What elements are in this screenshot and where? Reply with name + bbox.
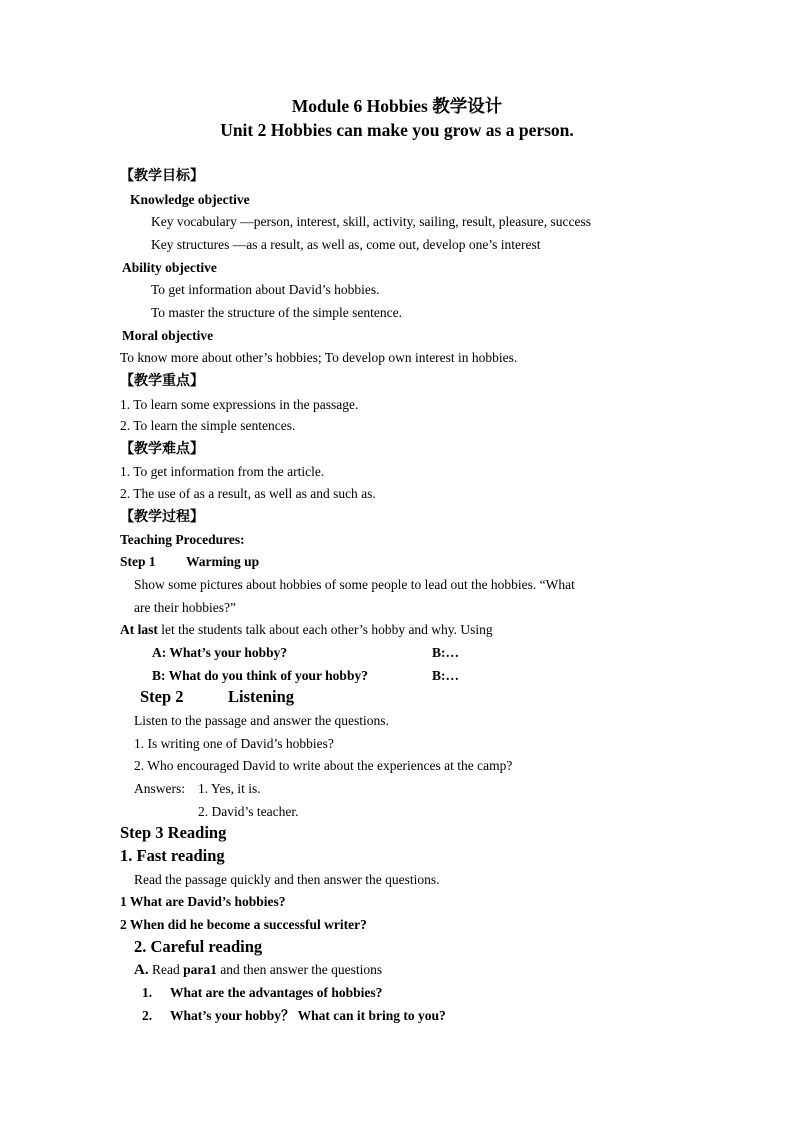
key-structures: Key structures —as a result, as well as, come out, develop one’s interest <box>151 237 541 252</box>
part-a-letter: A. <box>134 962 149 978</box>
dialog-b-question: B: What do you think of your hobby? <box>152 668 368 683</box>
step2-intro: Listen to the passage and answer the questions. <box>134 713 389 728</box>
dialog-b-answer: B:… <box>432 668 459 683</box>
careful-question-2: What’s your hobby？ What can it bring to you? <box>170 1008 446 1023</box>
step1-at-last <box>120 621 493 639</box>
moral-objective-text: To know more about other’s hobbies; To develop own interest in hobbies. <box>120 350 518 365</box>
moral-objective-label: Moral objective <box>122 328 214 343</box>
dialog-a-question: A: What’s your hobby? <box>152 645 288 660</box>
answer-2: 2. David’s teacher. <box>198 804 299 819</box>
keypoints-heading: 【教学重点】 <box>120 373 204 389</box>
difficulty-1: 1. To get information from the article. <box>120 464 325 479</box>
difficulties-heading: 【教学难点】 <box>120 441 204 457</box>
fast-question-1: 1 What are David’s hobbies? <box>120 894 286 909</box>
step1-title: Warming up <box>186 554 260 569</box>
part-a-rest: and then answer the questions <box>216 962 383 977</box>
ability-objective-label: Ability objective <box>122 260 217 275</box>
dialog-a-answer: B:… <box>432 645 459 660</box>
part-a-para: para1 <box>183 962 217 977</box>
process-heading: 【教学过程】 <box>120 509 204 525</box>
ability-item-2: To master the structure of the simple sentence. <box>151 305 402 320</box>
careful-q1-number: 1. <box>142 985 153 1000</box>
objectives-heading: 【教学目标】 <box>120 168 204 184</box>
step1-label: Step 1 <box>120 554 156 569</box>
keypoint-1: 1. To learn some expressions in the passage. <box>120 397 359 412</box>
doc-subtitle: Unit 2 Hobbies can make you grow as a person. <box>220 120 574 140</box>
answer-1: 1. Yes, it is. <box>198 781 261 796</box>
part-a-instruction <box>134 961 382 979</box>
keypoint-2: 2. To learn the simple sentences. <box>120 418 296 433</box>
step3-label: Step 3 Reading <box>120 823 227 842</box>
step1-text-1: Show some pictures about hobbies of some people to lead out the hobbies. “What <box>134 577 575 592</box>
step1-text-2: are their hobbies?” <box>134 600 236 615</box>
answers-label: Answers: <box>134 781 185 796</box>
difficulty-2: 2. The use of as a result, as well as and such as. <box>120 486 376 501</box>
ability-item-1: To get information about David’s hobbies. <box>151 282 380 297</box>
careful-question-1: What are the advantages of hobbies? <box>170 985 383 1000</box>
careful-q2-number: 2. <box>142 1008 153 1023</box>
step2-question-1: 1. Is writing one of David’s hobbies? <box>134 736 334 751</box>
key-vocabulary: Key vocabulary —person, interest, skill, activity, sailing, result, pleasure, success <box>151 214 592 229</box>
fast-reading-heading: 1. Fast reading <box>120 846 225 865</box>
doc-title: Module 6 Hobbies 教学设计 <box>291 96 503 116</box>
fast-question-2: 2 When did he become a successful writer? <box>120 917 367 932</box>
step2-title: Listening <box>228 687 295 706</box>
careful-reading-heading: 2. Careful reading <box>134 937 263 956</box>
knowledge-objective-label: Knowledge objective <box>130 192 250 207</box>
fast-reading-intro: Read the passage quickly and then answer the questions. <box>134 872 440 887</box>
step2-label: Step 2 <box>140 687 184 706</box>
step2-question-2: 2. Who encouraged David to write about the experiences at the camp? <box>134 758 513 773</box>
part-a-read: Read <box>148 962 184 977</box>
at-last-label: At last <box>120 622 158 637</box>
teaching-procedures: Teaching Procedures: <box>120 532 245 547</box>
at-last-text: let the students talk about each other’s hobby and why. Using <box>157 622 493 637</box>
